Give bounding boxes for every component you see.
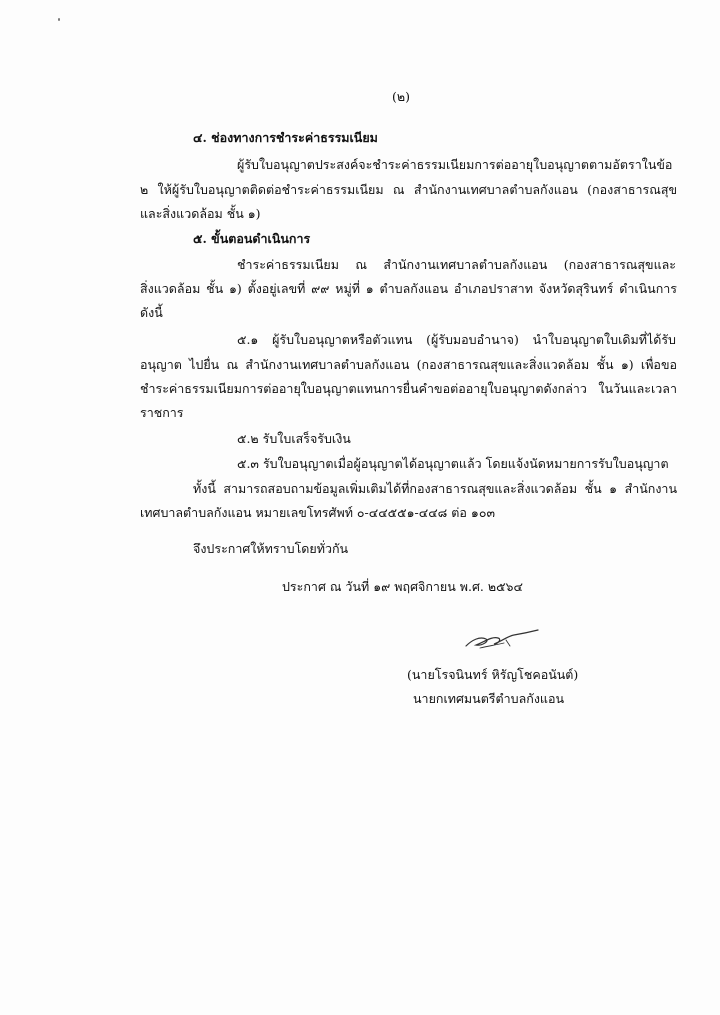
step-1-line-3: ชำระค่าธรรมเนียมการต่ออายุใบอนุญาตแทนการยื่นคำขอต่ออายุใบอนุญาตดังกล่าว ในวันและเวลา [140,381,677,396]
step-1-line-4: ราชการ [140,405,184,420]
step-3: ๕.๓ รับใบอนุญาตเมื่อผู้อนุญาตได้อนุญาตแล้ว โดยแจ้งนัดหมายการรับใบอนุญาต [237,456,669,471]
section-4-line-1: ผู้รับใบอนุญาตประสงค์จะชำระค่าธรรมเนียมการต่ออายุใบอนุญาตตามอัตราในข้อ [237,157,673,172]
scan-speck [58,18,60,21]
contact-line-2: เทศบาลตำบลกังแอน หมายเลขโทรศัพท์ ๐-๔๔๕๕๑-๔๔๘ ต่อ ๑๐๓ [140,505,495,520]
announcement: จึงประกาศให้ทราบโดยทั่วกัน [193,541,349,556]
contact-line-1: ทั้งนี้ สามารถสอบถามข้อมูลเพิ่มเติมได้ที่กองสาธารณสุขและสิ่งแวดล้อม ชั้น ๑ สำนักงาน [193,481,677,496]
date-line: ประกาศ ณ วันที่ ๑๙ พฤศจิกายน พ.ศ. ๒๕๖๔ [282,579,523,594]
signature-mark [462,626,540,652]
section-5-intro-line-3: ดังนี้ [140,305,163,320]
section-5-intro-line-2: สิ่งแวดล้อม ชั้น ๑) ตั้งอยู่เลขที่ ๙๙ หมู่ที่ ๑ ตำบลกังแอน อำเภอปราสาท จังหวัดสุรินทร์ ดำเนินการ [140,281,677,296]
step-1-line-2: อนุญาต ไปยื่น ณ สำนักงานเทศบาลตำบลกังแอน (กองสาธารณสุขและสิ่งแวดล้อม ชั้น ๑) เพื่อขอ [140,357,677,372]
step-2: ๕.๒ รับใบเสร็จรับเงิน [237,431,351,446]
step-1-line-1: ๕.๑ ผู้รับใบอนุญาตหรือตัวแทน (ผู้รับมอบอำนาจ) นำใบอนุญาตใบเดิมที่ได้รับ [237,332,676,347]
section-5-heading: ๕. ขั้นตอนดำเนินการ [193,231,311,246]
section-5-intro-line-1: ชำระค่าธรรมเนียม ณ สำนักงานเทศบาลตำบลกังแอน (กองสาธารณสุขและ [237,257,676,272]
section-4-line-3: และสิ่งแวดล้อม ชั้น ๑) [140,206,261,221]
signatory-name: (นายโรจนินทร์ หิรัญโชคอนันต์) [407,667,579,682]
signatory-title: นายกเทศมนตรีตำบลกังแอน [413,691,565,706]
section-4-heading: ๔. ช่องทางการชำระค่าธรรมเนียม [193,130,378,145]
section-4-line-2: ๒ ให้ผู้รับใบอนุญาตติดต่อชำระค่าธรรมเนียม ณ สำนักงานเทศบาลตำบลกังแอน (กองสาธารณสุข [140,182,677,197]
page-number: (๒) [392,89,410,104]
